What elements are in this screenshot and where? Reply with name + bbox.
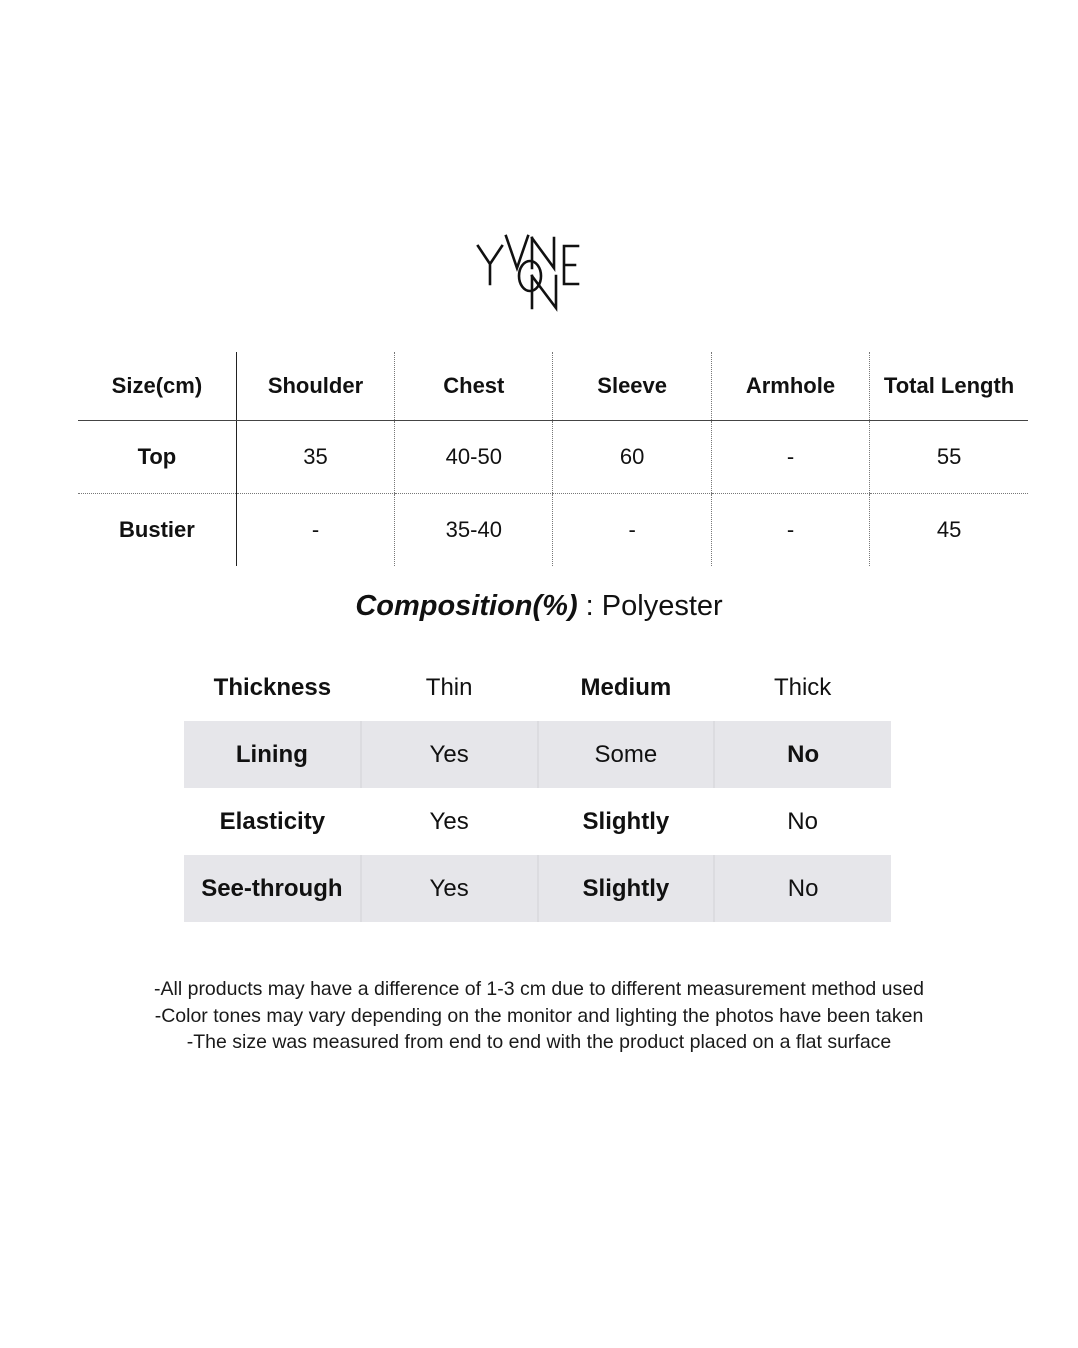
size-cell-shoulder: 35 xyxy=(236,421,394,494)
fabric-option: No xyxy=(714,721,891,788)
fabric-row-label: See-through xyxy=(184,855,361,922)
brand-logo xyxy=(0,228,1078,318)
size-cell-armhole: - xyxy=(711,494,869,567)
fabric-table xyxy=(184,654,891,922)
size-row-bustier xyxy=(78,494,1028,567)
composition-separator: : xyxy=(577,590,602,622)
fabric-option: Yes xyxy=(429,807,469,835)
fabric-option: Some xyxy=(538,721,715,788)
fabric-option: Medium xyxy=(580,673,672,701)
fabric-option: Slightly xyxy=(538,855,715,922)
size-cell-sleeve: - xyxy=(553,494,711,567)
size-cell-total-length: 55 xyxy=(870,421,1028,494)
fabric-option: Thin xyxy=(425,673,473,701)
size-header-total-length: Total Length xyxy=(870,352,1028,421)
composition-value: Polyester xyxy=(601,590,723,622)
fabric-option: No xyxy=(787,807,818,835)
composition-label: Composition(%) xyxy=(355,590,578,622)
note-line: -Color tones may vary depending on the monitor and lighting the photos have been taken xyxy=(154,1004,924,1027)
size-table-header-row xyxy=(78,352,1028,421)
note-line: -The size was measured from end to end with the product placed on a flat surface xyxy=(186,1031,892,1053)
brand-logo-mark xyxy=(474,228,604,316)
fabric-option: Thick xyxy=(773,673,832,701)
fabric-row-see-through xyxy=(184,855,891,922)
fabric-option: Yes xyxy=(361,855,538,922)
fabric-row-label: Elasticity xyxy=(219,807,326,835)
size-header-chest: Chest xyxy=(395,352,553,421)
fabric-row-label: Thickness xyxy=(213,673,332,701)
note-line: -All products may have a difference of 1-3 cm due to different measurement method used xyxy=(154,978,924,1000)
size-cell-chest: 40-50 xyxy=(395,421,553,494)
fabric-option: Yes xyxy=(361,721,538,788)
size-header-sleeve: Sleeve xyxy=(553,352,711,421)
fabric-row-label: Lining xyxy=(184,721,361,788)
size-cell-sleeve: 60 xyxy=(553,421,711,494)
fabric-option: No xyxy=(714,855,891,922)
size-cell-shoulder: - xyxy=(236,494,394,567)
size-cell-total-length: 45 xyxy=(870,494,1028,567)
size-header-size: Size(cm) xyxy=(78,352,236,421)
size-header-shoulder: Shoulder xyxy=(236,352,394,421)
fabric-row-thickness xyxy=(184,654,891,721)
fabric-option: Slightly xyxy=(582,807,670,835)
size-cell-chest: 35-40 xyxy=(395,494,553,567)
fabric-row-lining xyxy=(184,721,891,788)
size-row-top xyxy=(78,421,1028,494)
size-cell-label: Top xyxy=(78,421,236,494)
size-cell-armhole: - xyxy=(711,421,869,494)
fabric-row-elasticity xyxy=(184,788,891,855)
size-table xyxy=(78,352,1028,566)
size-header-armhole: Armhole xyxy=(711,352,869,421)
size-cell-label: Bustier xyxy=(119,517,195,542)
measurement-notes xyxy=(0,976,1078,1056)
composition-line xyxy=(0,590,1078,623)
